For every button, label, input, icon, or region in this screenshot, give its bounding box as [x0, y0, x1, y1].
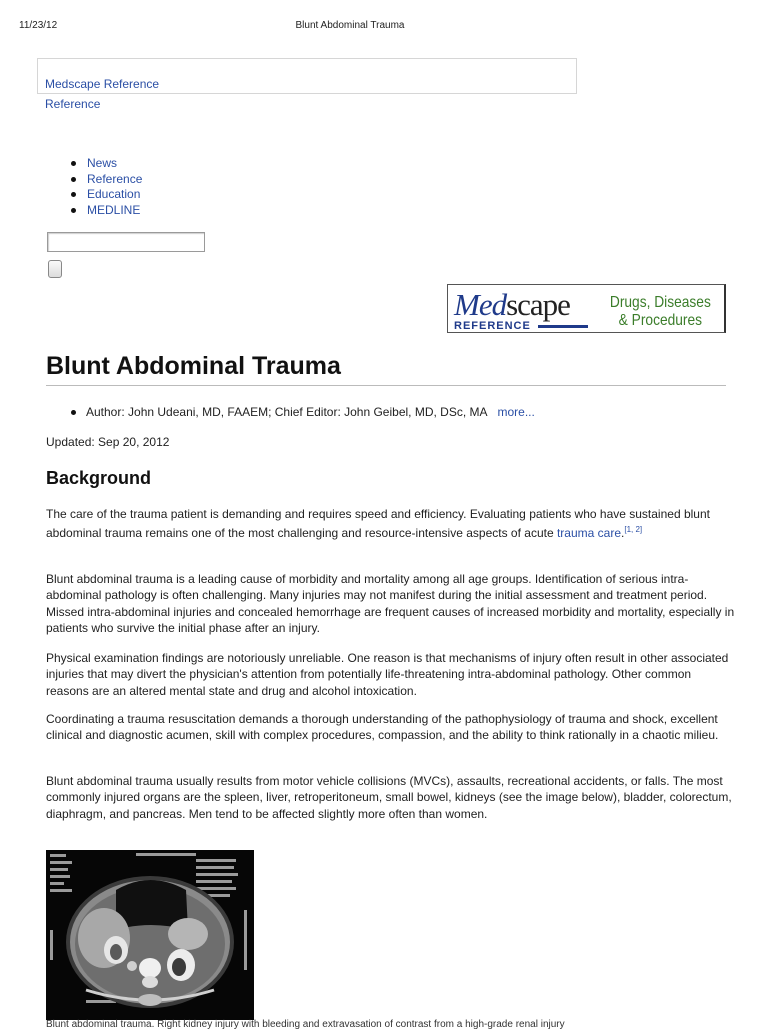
trauma-care-link[interactable]: trauma care — [556, 526, 621, 541]
paragraph-1: The care of the trauma patient is demanding and requires speed and efficiency. Evaluating patients who have sustained blunt abdominal trauma remains one of the most challenging and resource-intensive aspects of acute trauma care.[1, 2] — [46, 507, 710, 541]
updated-date: Updated: Sep 20, 2012 — [46, 435, 170, 449]
logo-underline — [538, 325, 588, 328]
print-date: 11/23/12 — [19, 20, 58, 31]
logo-tagline: Drugs, Diseases & Procedures — [609, 294, 711, 329]
page-title: Blunt Abdominal Trauma — [46, 352, 341, 380]
nav-item-education[interactable]: Education — [70, 187, 142, 203]
author-text: Author: John Udeani, MD, FAAEM; Chief Editor: John Geibel, MD, DSc, MA — [86, 405, 488, 419]
nav-item-medline[interactable]: MEDLINE — [70, 203, 142, 219]
paragraph-4: Coordinating a trauma resuscitation demands a thorough understanding of the pathophysiology of trauma and shock, excellent clinical and diagnostic acumen, skill with complex procedures, compassion, and the ability to think rationally in a chaotic milieu. — [46, 712, 719, 743]
title-divider — [46, 385, 726, 386]
paragraph-5: Blunt abdominal trauma usually results from motor vehicle collisions (MVCs), assaults, recreational accidents, or falls. The most commonly injured organs are the spleen, liver, retroperitoneum, small bowel, kidneys (see the image below), bladder, colorectum, diaphragm, and pancreas. Men tend to be affected slightly more often than women. — [46, 774, 732, 821]
logo-subtitle: REFERENCE — [454, 320, 531, 332]
reference-link[interactable]: Reference — [45, 97, 101, 111]
paragraph-3: Physical examination findings are notoriously unreliable. One reason is that mechanisms of injury often result in other associated injuries that may divert the physician's attention from potentially life-threatening intra-abdominal pathology. Other common reasons are an altered mental state and drug and alcohol intoxication. — [46, 651, 729, 698]
print-title: Blunt Abdominal Trauma — [295, 20, 405, 31]
clipped-site-text: Medscape Reference — [45, 77, 160, 91]
nav-item-reference[interactable]: Reference — [70, 172, 142, 188]
search-button[interactable] — [48, 260, 62, 278]
ct-scan-graphic — [46, 850, 254, 1020]
author-line — [72, 405, 535, 419]
paragraph-2: Blunt abdominal trauma is a leading cause of morbidity and mortality among all age groups. Identification of serious intra-abdominal pathology is often challenging. Many injuries may not manifest during the initial assessment and treatment period. Missed intra-abdominal injuries and concealed hemorrhage are frequent causes of increased morbidity and mortality, especially in patients who survive the initial phase after an injury. — [46, 572, 735, 635]
print-header — [0, 20, 768, 34]
search-input[interactable] — [47, 232, 205, 252]
section-heading-background: Background — [46, 468, 152, 488]
more-authors-link[interactable]: more... — [497, 405, 535, 419]
nav-item-news[interactable]: News — [70, 156, 142, 172]
ct-scan-image[interactable] — [46, 850, 254, 1020]
medscape-logo[interactable] — [447, 284, 726, 333]
reference-citation[interactable]: [1, 2] — [624, 525, 643, 535]
logo-wordmark: Medscape — [454, 287, 570, 322]
main-nav — [70, 156, 142, 218]
figure-caption: Blunt abdominal trauma. Right kidney injury with bleeding and extravasation of contrast from a high-grade renal injury — [46, 1019, 565, 1030]
